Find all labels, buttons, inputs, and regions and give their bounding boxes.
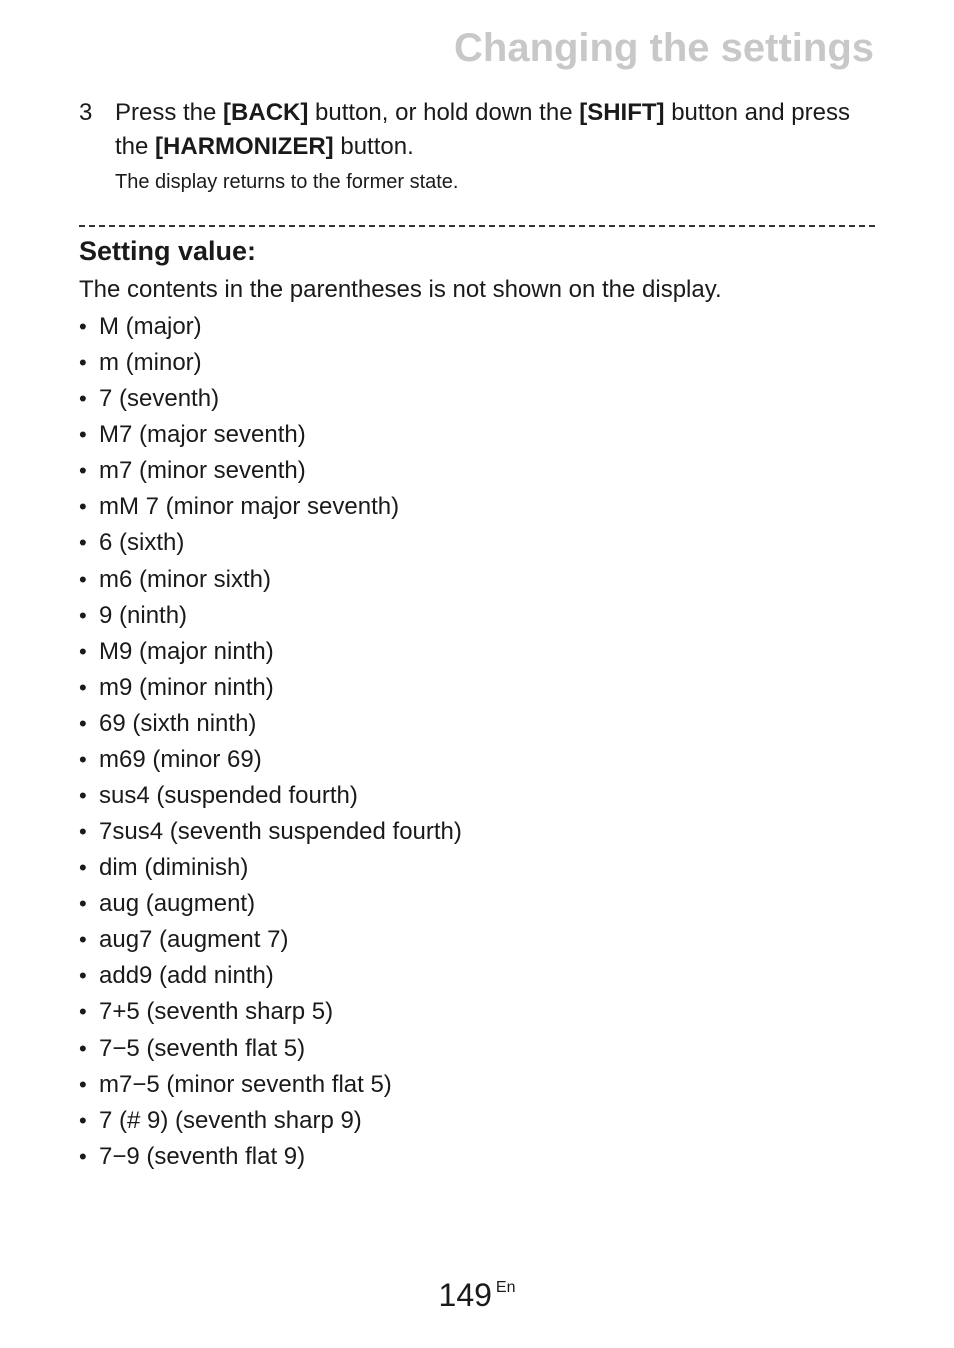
bullet-icon: • [79, 674, 87, 700]
list-item-text: M7 (major seventh) [99, 421, 306, 449]
list-item-text: m6 (minor sixth) [99, 565, 272, 593]
step-body [115, 96, 869, 196]
bullet-icon: • [79, 1035, 87, 1061]
bullet-icon: • [79, 314, 87, 339]
list-item-text: M (major) [99, 313, 202, 340]
bullet-icon: • [79, 783, 87, 809]
page-number: 149 [438, 1277, 492, 1313]
bullet-icon: • [79, 927, 87, 953]
list-item [79, 309, 462, 345]
step-text-part: Press the [115, 99, 224, 126]
bullet-icon: • [79, 819, 87, 845]
list-item [79, 706, 462, 742]
list-item [79, 742, 462, 778]
list-item-text: 69 (sixth ninth) [99, 709, 257, 737]
list-item [79, 922, 462, 958]
list-item [79, 1031, 462, 1067]
list-item-text: add9 (add ninth) [99, 962, 274, 990]
list-item-text: 7+5 (seventh sharp 5) [99, 998, 334, 1026]
bullet-icon: • [79, 855, 87, 881]
step-instruction [115, 96, 869, 164]
bullet-icon: • [79, 602, 87, 628]
list-item [79, 850, 462, 886]
list-item [79, 1139, 462, 1175]
list-item-text: aug7 (augment 7) [99, 926, 289, 954]
list-item [79, 886, 462, 922]
bullet-icon: • [79, 999, 87, 1025]
section-title: Setting value: [79, 236, 257, 266]
bullet-icon: • [79, 530, 87, 556]
step-text-part: button, or hold down the [308, 99, 580, 126]
list-item [79, 417, 462, 453]
bullet-icon: • [79, 566, 87, 592]
list-item [79, 453, 462, 489]
list-item-text: m7 (minor seventh) [99, 457, 306, 485]
list-item-text: 7 (# 9) (seventh sharp 9) [99, 1106, 362, 1134]
bullet-icon: • [79, 350, 87, 376]
bullet-icon: • [79, 458, 87, 484]
bullet-icon: • [79, 1107, 87, 1133]
list-item [79, 670, 462, 706]
list-item-text: aug (augment) [99, 890, 256, 918]
list-item-text: sus4 (suspended fourth) [99, 782, 358, 810]
step-number: 3 [79, 99, 93, 126]
list-item [79, 525, 462, 561]
list-item-text: 7−9 (seventh flat 9) [99, 1142, 306, 1170]
list-item-text: 7sus4 (seventh suspended fourth) [99, 818, 462, 846]
setting-value-list [79, 309, 462, 1175]
list-item [79, 598, 462, 634]
list-item-text: m9 (minor ninth) [99, 673, 274, 701]
list-item [79, 994, 462, 1030]
list-item-text: m7−5 (minor seventh flat 5) [99, 1070, 392, 1098]
list-item [79, 958, 462, 994]
list-item-text: m (minor) [99, 349, 202, 377]
bullet-icon: • [79, 1071, 87, 1097]
procedure-step [79, 96, 869, 196]
section-intro: The contents in the parentheses is not shown on the display. [79, 276, 722, 303]
bullet-icon: • [79, 1143, 87, 1169]
list-item [79, 778, 462, 814]
language-code: En [495, 1279, 516, 1296]
list-item-text: m69 (minor 69) [99, 745, 262, 773]
page-footer [0, 1272, 954, 1318]
bullet-icon: • [79, 638, 87, 664]
dashed-divider [79, 225, 875, 227]
list-item-text: 7−5 (seventh flat 5) [99, 1034, 306, 1062]
list-item-text: 9 (ninth) [99, 601, 188, 629]
list-item [79, 814, 462, 850]
back-button-label: [BACK] [223, 99, 309, 126]
list-item [79, 634, 462, 670]
step-text-part: button and press the [115, 99, 850, 160]
bullet-icon: • [79, 891, 87, 917]
list-item [79, 345, 462, 381]
bullet-icon: • [79, 710, 87, 736]
page-header-title: Changing the settings [454, 26, 874, 70]
list-item [79, 381, 462, 417]
harmonizer-button-label: [HARMONIZER] [155, 133, 334, 160]
list-item [79, 562, 462, 598]
bullet-icon: • [79, 494, 87, 520]
list-item-text: 6 (sixth) [99, 529, 185, 557]
list-item-text: 7 (seventh) [99, 385, 220, 413]
bullet-icon: • [79, 746, 87, 772]
list-item-text: mM 7 (minor major seventh) [99, 493, 400, 521]
list-item-text: M9 (major ninth) [99, 637, 274, 665]
bullet-icon: • [79, 386, 87, 412]
step-note: The display returns to the former state. [115, 171, 459, 193]
list-item [79, 1103, 462, 1139]
bullet-icon: • [79, 963, 87, 989]
step-text-part: button. [333, 133, 414, 160]
list-item-text: dim (diminish) [99, 854, 249, 882]
shift-button-label: [SHIFT] [579, 99, 665, 126]
list-item [79, 1067, 462, 1103]
list-item [79, 489, 462, 525]
bullet-icon: • [79, 422, 87, 448]
